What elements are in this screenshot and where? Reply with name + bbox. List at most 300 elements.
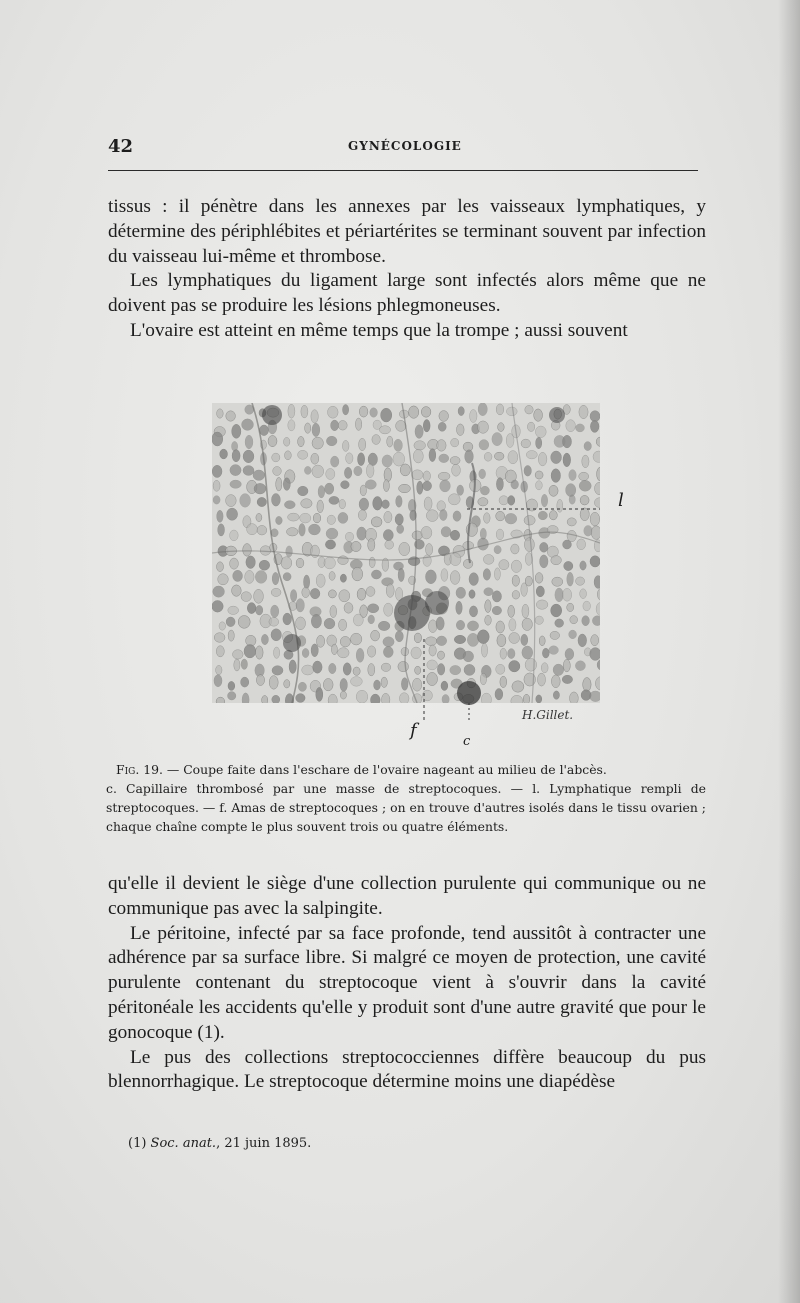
tissue-cell: [555, 588, 563, 602]
figure-number: Fig. 19.: [116, 762, 163, 777]
tissue-cell: [440, 480, 451, 492]
tissue-cell: [478, 403, 487, 416]
tissue-cell: [453, 511, 461, 521]
tissue-cell: [590, 420, 599, 432]
tissue-cell: [274, 647, 280, 658]
tissue-cell: [271, 588, 281, 596]
tissue-cell: [339, 619, 347, 630]
tissue-cell: [506, 407, 517, 416]
tissue-cell: [271, 605, 279, 617]
tissue-cell: [381, 408, 392, 422]
tissue-cell: [371, 630, 380, 641]
tissue-cell: [580, 508, 589, 521]
tissue-cell: [467, 621, 478, 631]
tissue-cell: [551, 604, 562, 617]
tissue-cell: [505, 513, 517, 524]
tissue-cell: [216, 646, 224, 657]
tissue-cell: [494, 546, 501, 554]
tissue-cell: [492, 433, 502, 446]
tissue-cell: [456, 620, 464, 630]
tissue-cell: [312, 423, 320, 436]
tissue-cell: [523, 694, 530, 704]
tissue-cell: [540, 542, 548, 552]
tissue-cell: [448, 494, 460, 505]
tissue-cell: [355, 418, 361, 430]
tissue-cell: [353, 667, 360, 675]
tissue-cell: [228, 681, 235, 690]
tissue-cell: [456, 601, 462, 614]
tissue-cell: [437, 440, 446, 452]
tissue-cell: [534, 409, 543, 421]
tissue-cell: [245, 435, 253, 449]
figure-label-l: l: [618, 490, 624, 511]
page-header: [108, 136, 698, 162]
tissue-cell: [429, 449, 436, 462]
tissue-cell: [230, 480, 241, 488]
tissue-cell: [373, 497, 382, 511]
tissue-cell: [549, 646, 559, 655]
tissue-cell: [569, 470, 576, 481]
page-number: 42: [108, 136, 134, 157]
tissue-cell: [383, 647, 393, 658]
tissue-cell: [540, 555, 548, 568]
tissue-cell: [499, 560, 509, 570]
tissue-cell: [427, 660, 438, 670]
tissue-cell: [450, 553, 461, 566]
tissue-cell: [300, 513, 311, 523]
tissue-cell: [500, 648, 507, 659]
tissue-cell: [288, 513, 300, 521]
tissue-cell: [484, 513, 491, 524]
tissue-cell: [288, 420, 295, 431]
tissue-cell: [438, 422, 446, 431]
tissue-cell: [305, 423, 311, 433]
tissue-cell: [542, 648, 549, 658]
tissue-cell: [492, 591, 501, 602]
tissue-cell: [381, 663, 391, 671]
tissue-cell: [553, 664, 564, 675]
tissue-cell: [469, 590, 475, 599]
tissue-cell: [242, 419, 254, 430]
paragraph: Le pus des collections streptococciennes diffère beaucoup du pus blennorrhagique. Le streptocoque détermine moins une diapédèse: [108, 1046, 706, 1093]
tissue-cell: [594, 576, 600, 589]
tissue-cell: [425, 637, 437, 646]
tissue-cell: [217, 510, 223, 522]
tissue-cell: [442, 695, 449, 705]
tissue-cell: [395, 631, 403, 642]
tissue-cell: [511, 695, 523, 707]
tissue-cell: [564, 561, 573, 570]
tissue-cell: [591, 635, 599, 646]
tissue-cell: [374, 680, 381, 690]
tissue-cell: [316, 574, 325, 587]
tissue-cell: [424, 497, 432, 510]
tissue-cell: [479, 440, 489, 450]
tissue-cell: [284, 680, 290, 688]
tissue-cell: [316, 687, 323, 701]
tissue-cell: [464, 664, 475, 675]
tissue-cell: [369, 557, 375, 568]
tissue-cell: [541, 494, 547, 507]
tissue-cell: [338, 421, 347, 431]
tissue-cell: [240, 494, 251, 508]
tissue-cell: [219, 622, 226, 630]
figure-caption: [106, 760, 706, 836]
tissue-cell: [495, 689, 503, 700]
tissue-cell: [256, 605, 263, 615]
tissue-cell: [317, 500, 324, 513]
tissue-cell: [254, 483, 266, 494]
tissue-cell: [230, 530, 239, 541]
tissue-cell: [497, 634, 506, 646]
tissue-cell: [344, 603, 353, 614]
tissue-cell: [276, 477, 282, 491]
tissue-cell: [216, 665, 222, 674]
tissue-cell: [301, 499, 312, 508]
tissue-cell: [500, 676, 507, 687]
tissue-cell: [441, 569, 448, 582]
tissue-cell: [311, 644, 318, 657]
tissue-cell: [590, 648, 600, 661]
tissue-cell: [272, 494, 281, 507]
tissue-cell: [302, 665, 314, 675]
tissue-cell: [213, 586, 225, 597]
tissue-cell: [463, 651, 474, 662]
tissue-cell: [569, 630, 577, 639]
tissue-cell: [329, 663, 336, 673]
tissue-cell: [509, 633, 520, 644]
tissue-cell: [509, 619, 516, 631]
tissue-cell: [331, 420, 339, 431]
tissue-cell: [579, 405, 588, 418]
tissue-cell: [580, 589, 587, 599]
paragraph: Le péritoine, infecté par sa face profonde, tend aussitôt à contracter une adhérence par sa surface libre. Si malgré ce moyen de protection, une cavité purulente contenant du streptocoque vient à s'ouvrir dans la cavité péritonéale les accidents qu'elle y produit sont d'une autre gravité que pour le gonocoque (1).: [108, 922, 706, 1043]
tissue-cell: [317, 635, 325, 647]
tissue-cell: [343, 405, 349, 415]
tissue-cell: [521, 634, 528, 645]
tissue-cell: [232, 450, 240, 462]
tissue-cell: [551, 556, 562, 565]
tissue-cell: [344, 467, 351, 478]
body-text-bottom: [108, 872, 706, 1095]
tissue-cell: [366, 464, 374, 478]
tissue-cell: [284, 501, 295, 509]
tissue-cell: [484, 452, 492, 461]
tissue-cell: [359, 498, 369, 510]
tissue-cell: [338, 648, 350, 658]
tissue-cell: [457, 485, 464, 495]
tissue-cell: [341, 481, 350, 489]
tissue-cell: [567, 603, 574, 611]
tissue-cell: [254, 589, 264, 603]
tissue-cell: [218, 574, 229, 585]
tissue-cell: [521, 439, 531, 448]
tissue-cell: [244, 645, 256, 658]
tissue-cell: [450, 457, 460, 465]
tissue-cell: [557, 499, 563, 512]
tissue-cell: [512, 575, 519, 586]
tissue-cell: [273, 467, 282, 476]
tissue-cell: [257, 525, 267, 535]
tissue-cell: [552, 577, 563, 586]
tissue-cell: [384, 511, 392, 523]
paragraph: tissus : il pénètre dans les annexes par les vaisseaux lymphatiques, y détermine des périphlébites et périartérites se terminant souvent par infection du vaisseau lui-même et thrombose.: [108, 196, 706, 267]
tissue-cell: [365, 480, 376, 489]
tissue-cell: [399, 542, 410, 555]
tissue-cell: [326, 436, 337, 446]
tissue-cell: [456, 587, 466, 598]
tissue-cell: [590, 512, 600, 526]
tissue-cell: [551, 675, 560, 688]
tissue-cell: [580, 561, 586, 570]
tissue-cell: [457, 424, 465, 436]
tissue-cell: [570, 616, 578, 624]
tissue-cell: [584, 526, 592, 537]
tissue-cell: [368, 664, 375, 676]
tissue-cell: [328, 590, 336, 598]
tissue-cell: [326, 469, 335, 480]
tissue-cell: [268, 436, 277, 447]
tissue-cell: [243, 544, 252, 557]
tissue-cell: [576, 424, 585, 432]
tissue-cell: [399, 693, 409, 704]
tissue-cell: [393, 452, 405, 466]
tissue-cell: [357, 588, 366, 600]
tissue-cell: [226, 495, 237, 507]
tissue-cell: [214, 633, 225, 643]
tissue-cell: [226, 617, 235, 627]
tissue-cell: [329, 496, 339, 504]
tissue-cell: [259, 560, 270, 570]
tissue-cell: [351, 541, 361, 551]
tissue-cell: [232, 424, 241, 438]
tissue-cell: [230, 558, 239, 569]
tissue-cell: [272, 666, 283, 675]
tissue-cell: [338, 512, 348, 523]
tissue-cell: [526, 451, 537, 459]
tissue-cell: [346, 453, 353, 464]
tissue-cell: [326, 528, 338, 539]
tissue-cell: [524, 466, 531, 477]
tissue-cell: [217, 562, 224, 572]
tissue-cell: [382, 455, 392, 467]
tissue-cell: [479, 469, 486, 479]
tissue-cell: [328, 694, 337, 707]
tissue-cell: [590, 691, 601, 702]
tissue-cell: [427, 672, 438, 685]
tissue-cell: [413, 449, 423, 463]
tissue-cell: [508, 605, 515, 617]
tissue-cell: [508, 649, 515, 659]
tissue-cell: [509, 661, 520, 672]
tissue-cell: [485, 615, 492, 625]
tissue-cell: [412, 470, 423, 480]
tissue-cell: [579, 480, 591, 491]
tissue-cell: [398, 661, 409, 671]
tissue-cell: [470, 410, 477, 423]
tissue-cell: [555, 619, 564, 627]
tissue-cell: [371, 517, 382, 527]
tissue-cell: [283, 573, 291, 581]
tissue-cell: [234, 659, 240, 671]
tissue-cell: [452, 464, 461, 476]
tissue-cell: [426, 570, 437, 584]
tissue-cell: [228, 630, 234, 641]
tissue-cell: [480, 528, 486, 539]
tissue-cell: [396, 496, 402, 508]
tissue-cell: [372, 435, 380, 445]
tissue-cell: [379, 426, 390, 434]
tissue-cell: [285, 451, 292, 460]
tissue-cell: [283, 478, 290, 491]
tissue-cell: [414, 441, 426, 450]
tissue-cell: [311, 614, 321, 628]
footnote-source: Soc. anat.: [150, 1136, 217, 1151]
tissue-cell: [398, 568, 404, 581]
tissue-cell: [421, 526, 432, 539]
tissue-cell: [331, 456, 339, 467]
tissue-cell: [296, 599, 304, 612]
tissue-cell: [351, 633, 362, 645]
tissue-cell: [496, 511, 505, 521]
tissue-cell: [269, 617, 279, 626]
tissue-cell: [401, 678, 408, 691]
tissue-cell: [358, 510, 366, 521]
tissue-cell: [590, 411, 600, 422]
tissue-cell: [301, 405, 308, 418]
tissue-cell: [256, 646, 264, 659]
tissue-cell: [525, 658, 537, 671]
tissue-cell: [298, 436, 305, 446]
tissue-cell: [591, 526, 600, 540]
tissue-cell: [437, 636, 447, 646]
tissue-cell: [212, 465, 222, 477]
tissue-cell: [412, 678, 421, 691]
tissue-cell: [386, 584, 394, 598]
tissue-cell: [580, 495, 589, 505]
tissue-cell: [409, 406, 419, 418]
tissue-cell: [576, 577, 585, 585]
tissue-cell: [429, 620, 438, 633]
tissue-cell: [351, 677, 363, 687]
tissue-cell: [272, 453, 280, 462]
tissue-cell: [312, 437, 323, 449]
tissue-cell: [592, 616, 600, 626]
tissue-cell: [242, 693, 249, 707]
tissue-cell: [272, 695, 280, 703]
tissue-cell: [563, 540, 572, 549]
tissue-cell: [269, 676, 278, 690]
tissue-cell: [465, 450, 474, 463]
tissue-cell: [356, 648, 364, 662]
tissue-cell: [311, 410, 318, 423]
tissue-cell: [329, 572, 335, 581]
tissue-cell: [272, 572, 279, 584]
tissue-cell: [220, 449, 228, 459]
tissue-cell: [477, 630, 489, 644]
tissue-cell: [539, 636, 545, 646]
tissue-cell: [590, 556, 600, 567]
tissue-cell: [214, 675, 222, 687]
tissue-cell: [441, 681, 448, 690]
tissue-cell: [299, 524, 305, 537]
tissue-cell: [378, 621, 390, 630]
tissue-cell: [506, 434, 514, 448]
tissue-cell: [371, 570, 381, 579]
tissue-cell: [565, 648, 574, 659]
tissue-cell: [563, 659, 570, 672]
tissue-cell: [521, 583, 528, 597]
tissue-cell: [569, 495, 575, 504]
tissue-cell: [359, 406, 368, 417]
tissue-cell: [438, 472, 450, 480]
tissue-cell: [233, 650, 244, 659]
tissue-cell: [288, 404, 295, 418]
tissue-cell: [276, 516, 283, 524]
tissue-cell: [454, 635, 465, 643]
paragraph: qu'elle il devient le siège d'une collection purulente qui communique ou ne communique pas avec la salpingite.: [108, 873, 706, 919]
tissue-cell: [217, 409, 224, 418]
tissue-cell: [426, 544, 433, 556]
tissue-cell: [511, 560, 521, 572]
tissue-cell: [440, 509, 448, 520]
tissue-cell: [339, 499, 346, 508]
tissue-cell: [583, 601, 591, 611]
tissue-cell: [298, 450, 308, 459]
tissue-cell: [511, 544, 519, 554]
tissue-cell: [450, 530, 459, 540]
tissue-cell: [480, 673, 486, 685]
tissue-cell: [289, 660, 296, 674]
tissue-cell: [423, 471, 430, 481]
tissue-cell: [382, 500, 390, 509]
tissue-cell: [551, 469, 560, 483]
tissue-cell: [298, 682, 306, 691]
tissue-cell: [423, 481, 432, 491]
tissue-cell: [213, 496, 220, 504]
tissue-cell: [536, 586, 544, 597]
tissue-cell: [324, 618, 335, 629]
tissue-cell: [230, 465, 241, 476]
tissue-cell: [575, 661, 585, 671]
tissue-cell: [241, 677, 249, 687]
tissue-cell: [304, 466, 311, 474]
tissue-cell: [227, 508, 238, 520]
tissue-cell: [451, 438, 459, 447]
tissue-cell: [536, 437, 542, 448]
tissue-cell: [212, 432, 223, 446]
tissue-cell: [494, 452, 504, 460]
tissue-cell: [415, 425, 423, 439]
tissue-cell: [450, 571, 460, 585]
footnote-date: , 21 juin 1895.: [216, 1136, 312, 1151]
header-rule: [108, 170, 698, 171]
tissue-cell: [384, 603, 393, 616]
tissue-cell: [368, 615, 375, 624]
tissue-cell: [437, 651, 444, 659]
paragraph: L'ovaire est atteint en même temps que la trompe ; aussi souvent: [130, 319, 628, 341]
tissue-cell: [525, 405, 533, 414]
tissue-cell: [483, 569, 490, 581]
tissue-cell: [260, 546, 271, 556]
tissue-cell: [318, 486, 325, 498]
tissue-cell: [286, 546, 293, 557]
tissue-cell: [241, 592, 251, 602]
tissue-cell: [302, 648, 309, 657]
caption-text: c. Capillaire thrombosé par une masse de streptocoques. — l. Lymphatique rempli de streptocoques. — f. Amas de streptocoques ; on en trouve d'autres isolés dans le tissu ovarien ; chaque chaîne compte le plus souvent trois ou quatre éléments.: [106, 781, 706, 834]
tissue-cell: [567, 572, 574, 586]
tissue-cell: [397, 525, 404, 534]
